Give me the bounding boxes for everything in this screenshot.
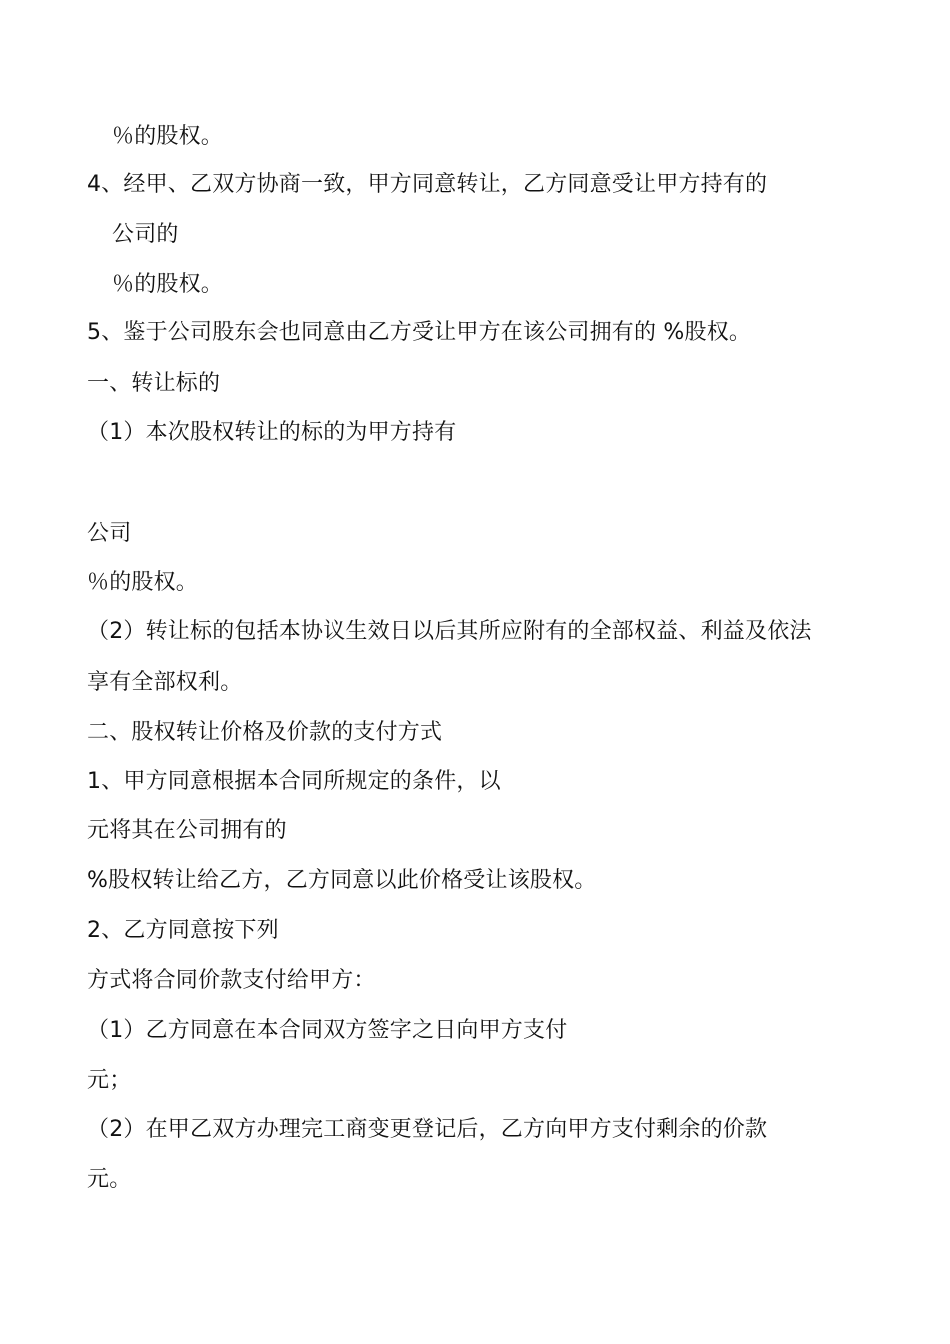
text-line: 2、乙方同意按下列 [87,918,279,943]
text-line: 4、经甲、乙双方协商一致，甲方同意转让，乙方同意受让甲方持有的 [87,172,768,197]
section-heading: 二、股权转让价格及价款的支付方式 [87,720,443,745]
text-line: 公司 [87,521,132,546]
text-line: 5、鉴于公司股东会也同意由乙方受让甲方在该公司拥有的 %股权。 [87,320,752,345]
text-line: （2）在甲乙双方办理完工商变更登记后，乙方向甲方支付剩余的价款 [87,1117,768,1142]
text-line: （1）本次股权转让的标的为甲方持有 [87,420,457,445]
text-line: （1）乙方同意在本合同双方签字之日向甲方支付 [87,1018,568,1043]
text-line: 1、甲方同意根据本合同所规定的条件，以 [87,769,501,794]
text-line: 元。 [87,1167,132,1192]
text-line: 元； [87,1068,132,1093]
text-line: %股权转让给乙方，乙方同意以此价格受让该股权。 [87,868,597,893]
text-line: ％的股权。 [87,570,199,595]
text-line: （2）转让标的包括本协议生效日以后其所应附有的全部权益、利益及依法 [87,619,812,644]
text-line: ％的股权。 [112,272,224,297]
text-line: 公司的 [112,222,179,247]
text-line: ％的股权。 [112,124,224,149]
section-heading: 一、转让标的 [87,371,221,396]
text-line: 享有全部权利。 [87,670,243,695]
text-line: 方式将合同价款支付给甲方： [87,968,376,993]
text-line: 元将其在公司拥有的 [87,818,287,843]
